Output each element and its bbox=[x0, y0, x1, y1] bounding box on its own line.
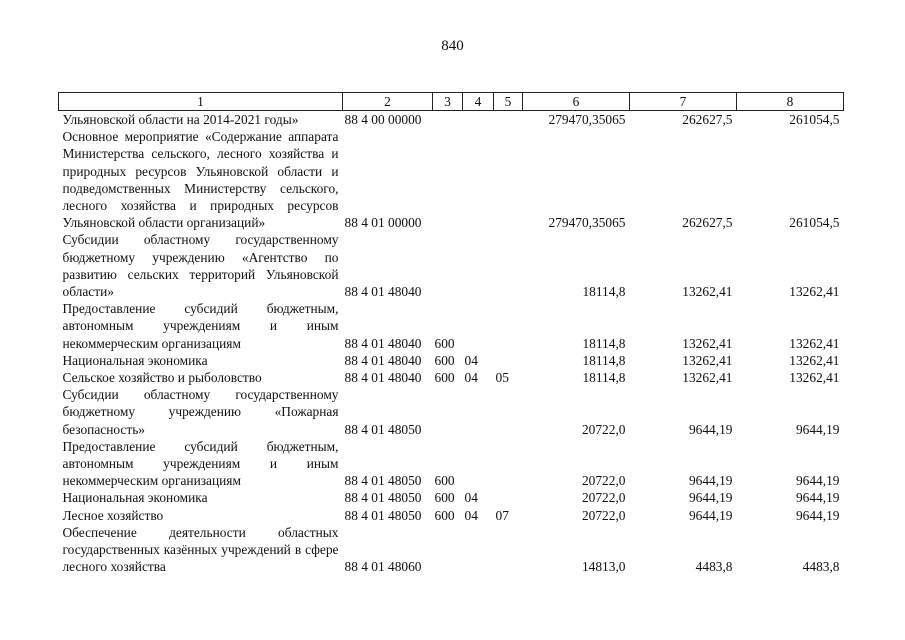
row-section bbox=[463, 128, 494, 231]
row-section: 04 bbox=[464, 370, 478, 386]
table-row bbox=[59, 524, 844, 576]
row-expense-type: 600 bbox=[434, 335, 455, 351]
row-section: 04 bbox=[464, 490, 478, 506]
row-value-col7: 262627,5 bbox=[682, 215, 733, 231]
row-value-col8: 9644,19 bbox=[795, 421, 840, 437]
row-name: Сельское хозяйство и рыболовство bbox=[62, 370, 262, 386]
row-name: Предоставление субсидий бюджетным, автономным учреждениям и иным некоммерческим организациям bbox=[62, 301, 339, 351]
row-section bbox=[463, 438, 494, 490]
header-col-3: 3 bbox=[433, 93, 463, 111]
row-expense-type: 600 bbox=[434, 490, 455, 506]
table-row bbox=[59, 438, 844, 490]
header-col-6: 6 bbox=[523, 93, 630, 111]
row-section bbox=[463, 386, 494, 438]
row-subsection: 05 bbox=[495, 370, 509, 386]
table-row bbox=[59, 507, 844, 524]
row-expense-type bbox=[433, 524, 463, 576]
table-row bbox=[59, 489, 844, 506]
row-value-col7: 9644,19 bbox=[688, 490, 733, 506]
row-name: Ульяновской области на 2014-2021 годы» bbox=[62, 112, 299, 127]
row-subsection bbox=[494, 111, 523, 129]
row-value-col6: 18114,8 bbox=[582, 284, 626, 300]
row-value-col7: 13262,41 bbox=[682, 352, 733, 368]
row-value-col6: 279470,35065 bbox=[548, 112, 626, 127]
header-row bbox=[59, 93, 844, 111]
row-section bbox=[463, 231, 494, 300]
header-col-1: 1 bbox=[59, 93, 343, 111]
row-value-col6: 18114,8 bbox=[582, 352, 626, 368]
budget-table bbox=[58, 92, 844, 575]
row-value-col7: 4483,8 bbox=[695, 559, 733, 575]
header-col-5: 5 bbox=[494, 93, 523, 111]
row-name: Лесное хозяйство bbox=[62, 507, 164, 523]
row-expense-type: 600 bbox=[434, 473, 455, 489]
row-name: Субсидии областному государственному бюджетному учреждению «Пожарная безопасность» bbox=[62, 387, 339, 437]
row-code: 88 4 01 48040 bbox=[344, 352, 422, 368]
row-name: Субсидии областному государственному бюджетному учреждению «Агентство по развитию сельских территорий Ульяновской области» bbox=[62, 232, 339, 300]
page-number: 840 bbox=[441, 38, 464, 54]
row-expense-type: 600 bbox=[434, 370, 455, 386]
row-name: Национальная экономика bbox=[62, 352, 208, 368]
row-expense-type bbox=[433, 231, 463, 300]
row-code: 88 4 00 00000 bbox=[344, 112, 422, 127]
row-subsection bbox=[494, 128, 523, 231]
table-row bbox=[59, 352, 844, 369]
row-expense-type: 600 bbox=[434, 507, 455, 523]
row-value-col8: 13262,41 bbox=[789, 352, 840, 368]
row-subsection bbox=[494, 489, 523, 506]
table-row bbox=[59, 386, 844, 438]
row-value-col7: 262627,5 bbox=[682, 112, 733, 127]
header-col-2: 2 bbox=[343, 93, 433, 111]
row-value-col8: 9644,19 bbox=[795, 473, 840, 489]
row-value-col7: 9644,19 bbox=[688, 473, 733, 489]
row-name: Обеспечение деятельности областных государственных казённых учреждений в сфере лесного хозяйства bbox=[62, 524, 339, 575]
row-code: 88 4 01 48040 bbox=[344, 284, 422, 300]
row-subsection bbox=[494, 524, 523, 576]
row-value-col7: 13262,41 bbox=[682, 370, 733, 386]
row-value-col8: 261054,5 bbox=[789, 112, 840, 127]
row-value-col8: 13262,41 bbox=[789, 335, 840, 351]
row-value-col6: 18114,8 bbox=[582, 370, 626, 386]
row-value-col6: 279470,35065 bbox=[548, 215, 626, 231]
row-subsection bbox=[494, 300, 523, 352]
row-section bbox=[463, 111, 494, 129]
row-value-col8: 13262,41 bbox=[789, 284, 840, 300]
row-subsection bbox=[494, 386, 523, 438]
row-value-col8: 9644,19 bbox=[795, 507, 840, 523]
table-row bbox=[59, 369, 844, 386]
row-code: 88 4 01 48050 bbox=[344, 421, 422, 437]
row-value-col8: 4483,8 bbox=[802, 559, 840, 575]
table-row bbox=[59, 300, 844, 352]
row-code: 88 4 01 48050 bbox=[344, 507, 422, 523]
row-value-col8: 9644,19 bbox=[795, 490, 840, 506]
row-value-col7: 13262,41 bbox=[682, 335, 733, 351]
row-code: 88 4 01 48050 bbox=[344, 473, 422, 489]
row-expense-type bbox=[433, 128, 463, 231]
row-name: Национальная экономика bbox=[62, 490, 208, 506]
row-value-col6: 18114,8 bbox=[582, 335, 626, 351]
row-value-col6: 14813,0 bbox=[581, 559, 626, 575]
header-col-7: 7 bbox=[630, 93, 737, 111]
row-name: Основное мероприятие «Содержание аппарата Министерства сельского, лесного хозяйства и природных ресурсов Ульяновской области и подведомственных Министерству сельского, лесного хозяйства и природных ресурсов Ульяновской области организаций» bbox=[62, 129, 339, 231]
row-code: 88 4 01 48040 bbox=[344, 370, 422, 386]
row-value-col8: 13262,41 bbox=[789, 370, 840, 386]
row-section: 04 bbox=[464, 352, 478, 368]
row-value-col7: 9644,19 bbox=[688, 507, 733, 523]
header-col-4: 4 bbox=[463, 93, 494, 111]
row-expense-type: 600 bbox=[434, 352, 455, 368]
row-value-col7: 9644,19 bbox=[688, 421, 733, 437]
row-name: Предоставление субсидий бюджетным, автономным учреждениям и иным некоммерческим организациям bbox=[62, 438, 339, 489]
row-code: 88 4 01 48060 bbox=[344, 559, 422, 575]
header-col-8: 8 bbox=[737, 93, 844, 111]
row-code: 88 4 01 00000 bbox=[344, 215, 422, 231]
row-expense-type bbox=[433, 111, 463, 129]
row-section bbox=[463, 300, 494, 352]
row-subsection bbox=[494, 352, 523, 369]
row-value-col6: 20722,0 bbox=[581, 473, 626, 489]
row-subsection: 07 bbox=[495, 507, 509, 523]
row-section bbox=[463, 524, 494, 576]
row-value-col8: 261054,5 bbox=[789, 215, 840, 231]
row-value-col7: 13262,41 bbox=[682, 284, 733, 300]
row-subsection bbox=[494, 438, 523, 490]
row-section: 04 bbox=[464, 507, 478, 523]
table-row bbox=[59, 111, 844, 129]
row-code: 88 4 01 48050 bbox=[344, 490, 422, 506]
row-expense-type bbox=[433, 386, 463, 438]
row-value-col6: 20722,0 bbox=[581, 507, 626, 523]
row-value-col6: 20722,0 bbox=[581, 421, 626, 437]
table-row bbox=[59, 231, 844, 300]
row-value-col6: 20722,0 bbox=[581, 490, 626, 506]
table-row bbox=[59, 128, 844, 231]
row-subsection bbox=[494, 231, 523, 300]
row-code: 88 4 01 48040 bbox=[344, 335, 422, 351]
